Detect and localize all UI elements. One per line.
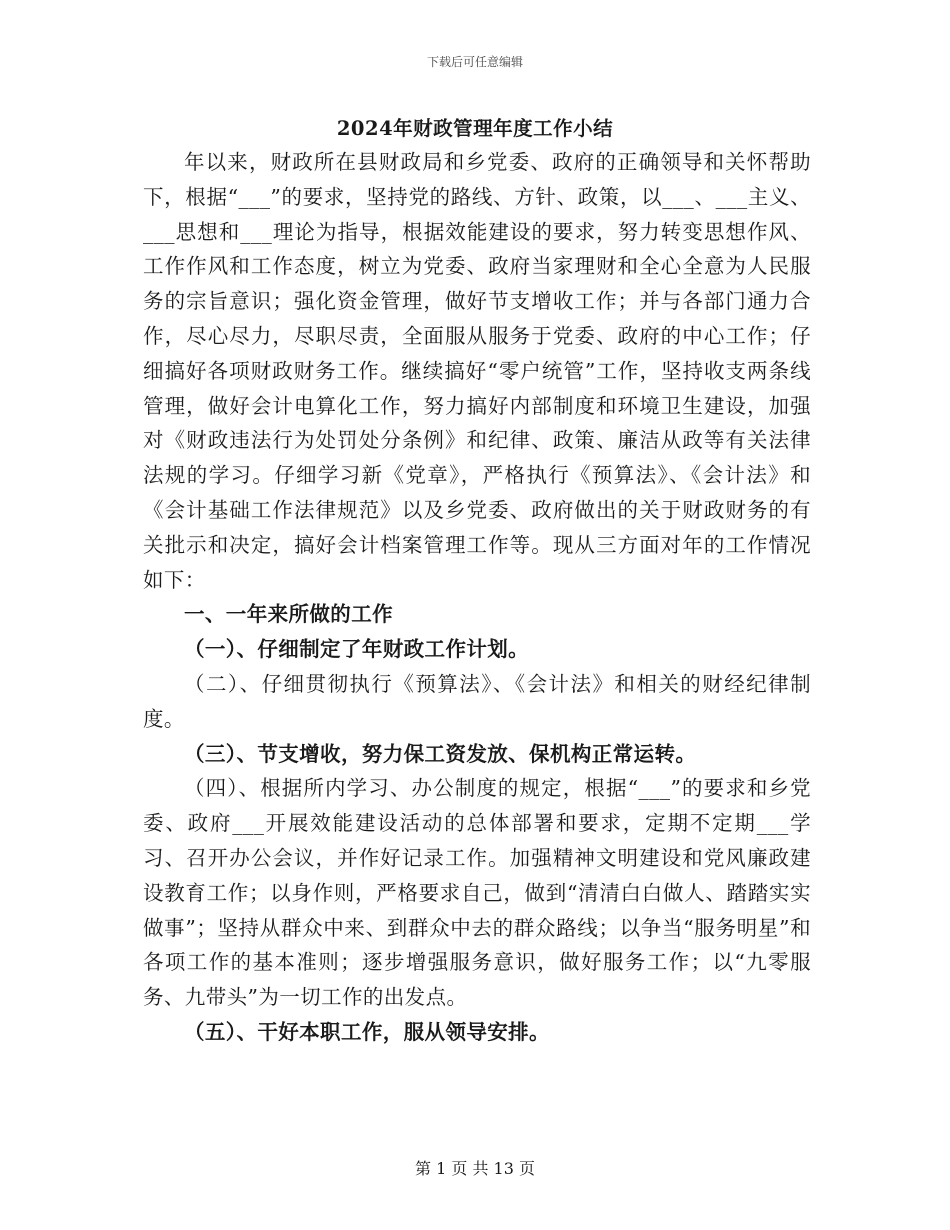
document-body bbox=[143, 145, 811, 1050]
section-heading-1: 一、一年来所做的工作 bbox=[184, 602, 393, 627]
item-heading-5: （五）、干好本职工作，服从领导安排。 bbox=[184, 1019, 550, 1044]
document-title: 2024年财政管理年度工作小结 bbox=[336, 117, 614, 140]
item-paragraph-4: （四）、根据所内学习、办公制度的规定，根据“___”的要求和乡党委、政府___开展效能建设活动的总体部署和要求，定期不定期___学习、召开办公会议，并作好记录工作。加强精神文明建设和党风廉政建设教育工作；以身作则，严格要求自己，做到“清清白白做人、踏踏实实做事”；坚持从群众中来、到群众中去的群众路线；以争当“服务明星”和各项工作的基本准则；逐步增强服务意识，做好服务工作；以“九零服务、九带头”为一切工作的出发点。 bbox=[143, 776, 811, 1010]
item-paragraph-2: （二）、仔细贯彻执行《预算法》、《会计法》和相关的财经纪律制度。 bbox=[143, 671, 811, 731]
page-number: 第 1 页 共 13 页 bbox=[415, 1159, 535, 1178]
item-heading-3: （三）、节支增收，努力保工资发放、保机构正常运转。 bbox=[184, 741, 697, 766]
item-heading-1: （一）、仔细制定了年财政工作计划。 bbox=[184, 637, 530, 662]
intro-paragraph: 年以来，财政所在县财政局和乡党委、政府的正确领导和关怀帮助下，根据“___”的要求，坚持党的路线、方针、政策，以___、___主义、___思想和___理论为指导，根据效能建设的要求，努力转变思想作风、工作作风和工作态度，树立为党委、政府当家理财和全心全意为人民服务的宗旨意识；强化资金管理，做好节支增收工作；并与各部门通力合作，尽心尽力，尽职尽责，全面服从服务于党委、政府的中心工作；仔细搞好各项财政财务工作。继续搞好“零户统管”工作，坚持收支两条线管理，做好会计电算化工作，努力搞好内部制度和环境卫生建设，加强对《财政违法行为处罚处分条例》和纪律、政策、廉洁从政等有关法律法规的学习。仔细学习新《党章》，严格执行《预算法》、《会计法》和《会计基础工作法律规范》以及乡党委、政府做出的关于财政财务的有关批示和决定，搞好会计档案管理工作等。现从三方面对年的工作情况如下： bbox=[143, 150, 811, 592]
header-note: 下载后可任意编辑 bbox=[426, 55, 523, 69]
